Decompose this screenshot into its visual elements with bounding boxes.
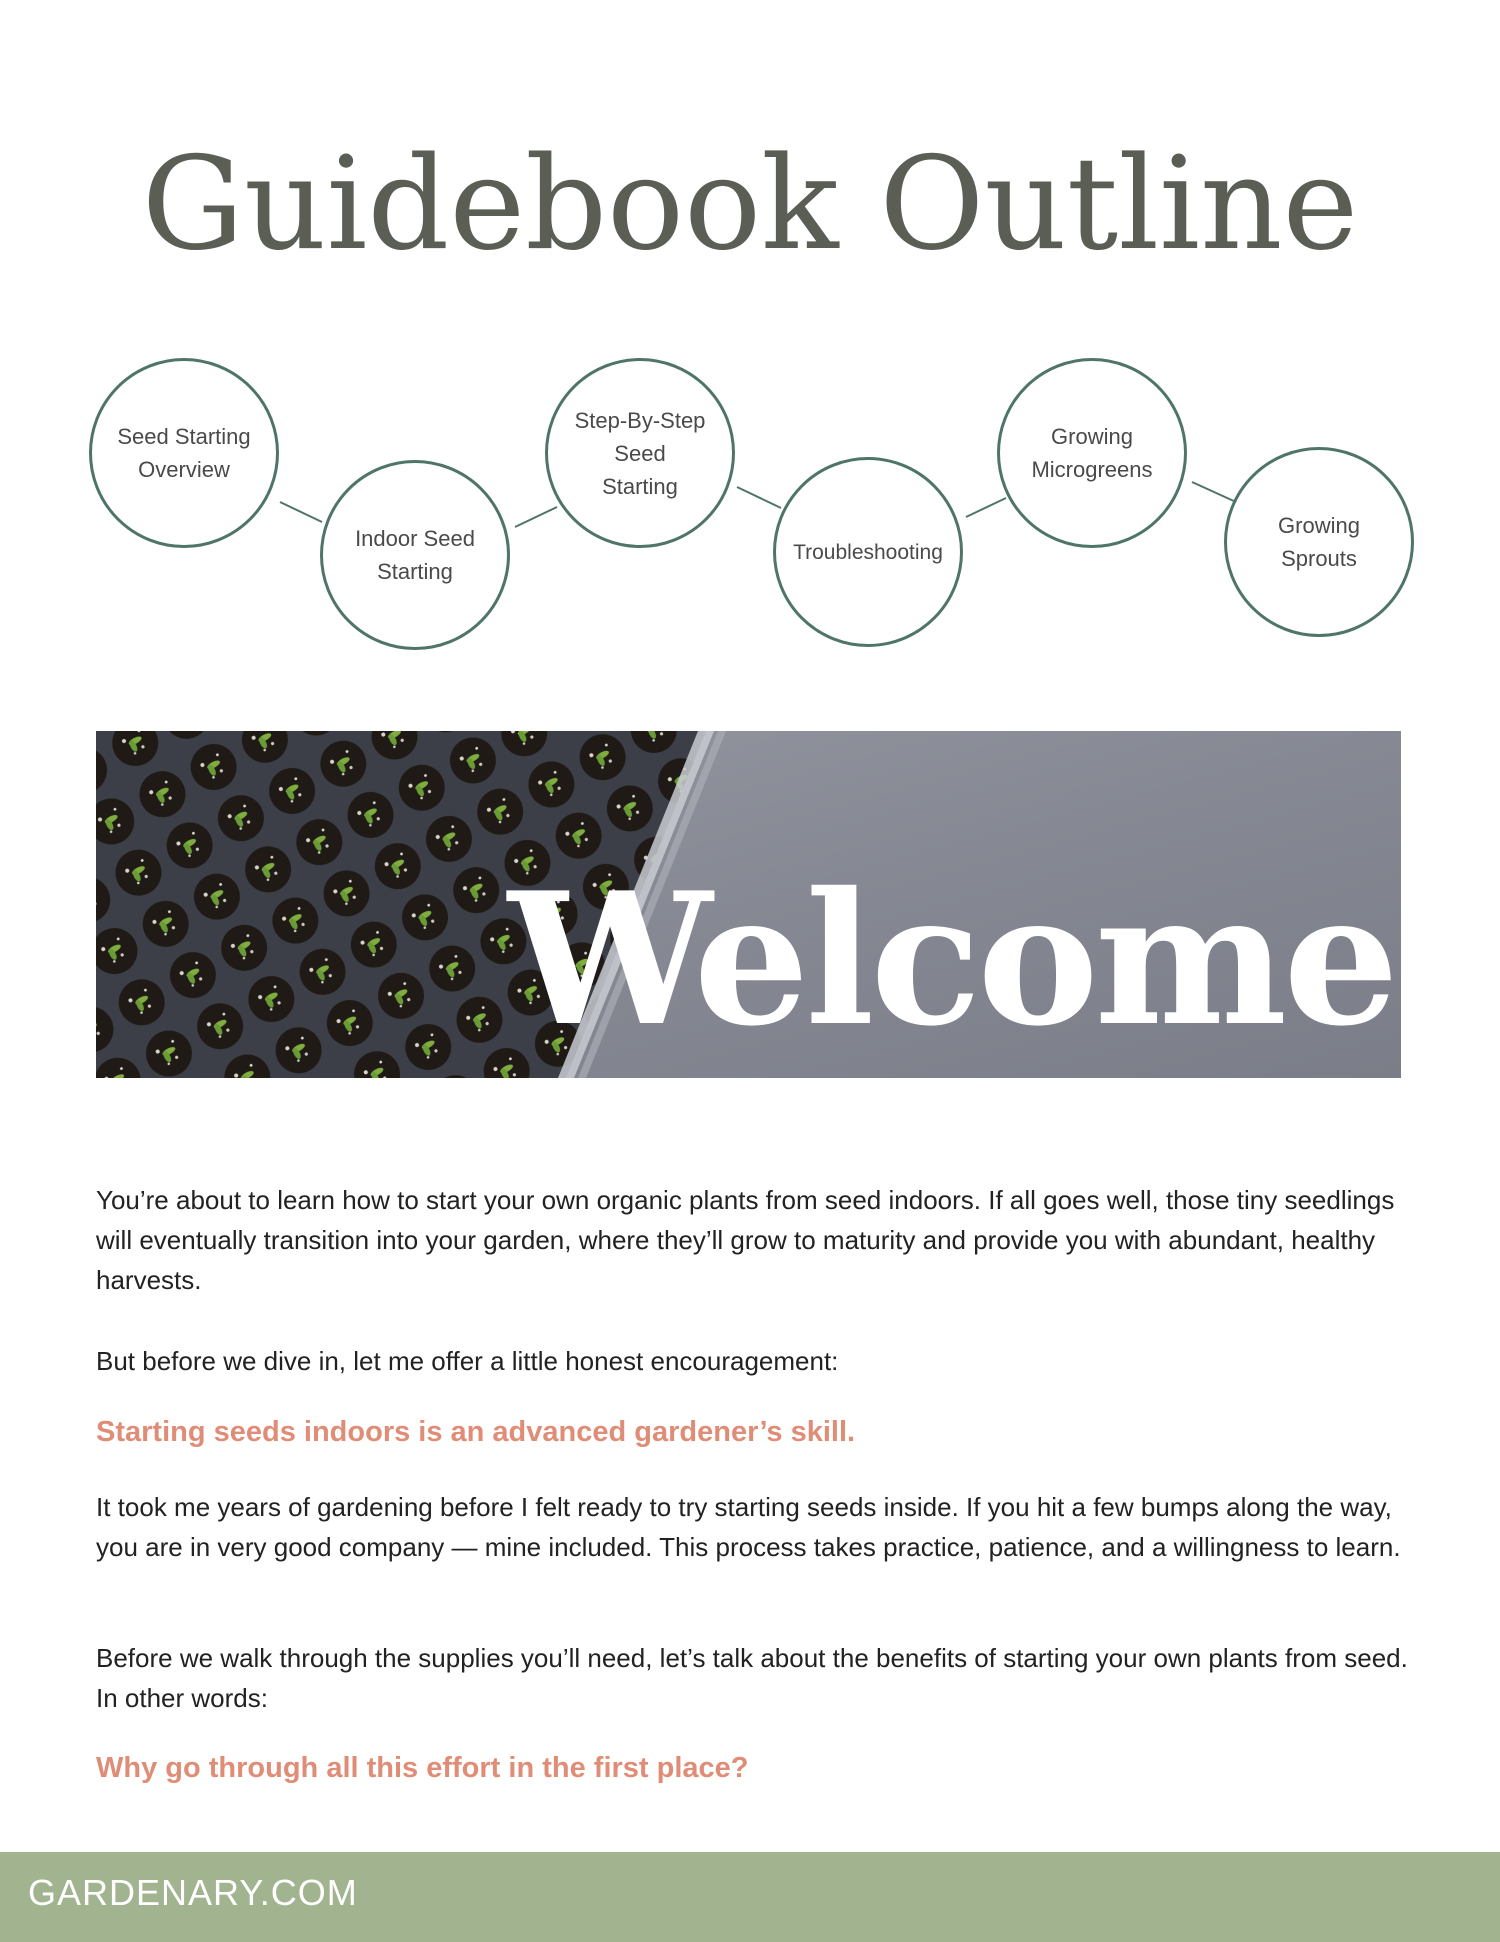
connector-line bbox=[737, 487, 781, 508]
outline-step-label: Indoor Seed Starting bbox=[355, 526, 475, 584]
outline-step-label: Step-By-Step Seed Starting bbox=[574, 407, 706, 499]
outline-step-seed-starting-overview bbox=[89, 358, 279, 548]
outline-step-step-by-step bbox=[545, 358, 735, 548]
highlight-heading-why: Why go through all this effort in the first place? bbox=[96, 1752, 749, 1784]
outline-step-label: Growing Sprouts bbox=[1278, 513, 1360, 571]
banner-welcome-word: Welcome bbox=[507, 852, 1395, 1066]
benefits-paragraph: Before we walk through the supplies you’ll need, let’s talk about the benefits of starting your own plants from seed. In other words: bbox=[96, 1643, 1408, 1713]
outline-step-growing-microgreens bbox=[997, 358, 1187, 548]
connector-line bbox=[280, 502, 322, 522]
outline-step-troubleshooting bbox=[773, 457, 963, 647]
encouragement-paragraph: But before we dive in, let me offer a little honest encouragement: bbox=[96, 1346, 839, 1376]
outline-step-indoor-seed-starting bbox=[320, 460, 510, 650]
outline-step-growing-sprouts bbox=[1224, 447, 1414, 637]
footer-bar bbox=[0, 1852, 1500, 1942]
outline-step-label: Growing Microgreens bbox=[1031, 424, 1153, 482]
outline-step-label: Seed Starting Overview bbox=[117, 424, 251, 482]
page-title: Guidebook Outline bbox=[141, 130, 1359, 279]
intro-paragraph: You’re about to learn how to start your own organic plants from seed indoors. If all goes well, those tiny seedlings will eventually transition into your garden, where they’ll grow to maturity and provide you with abundant, healthy harvests. bbox=[96, 1185, 1395, 1295]
footer-site-name[interactable]: GARDENARY.COM bbox=[28, 1872, 358, 1913]
connector-line bbox=[966, 498, 1006, 517]
connector-line bbox=[515, 507, 557, 527]
outline-step-label: Troubleshooting bbox=[793, 540, 943, 564]
connector-line bbox=[1192, 482, 1236, 502]
highlight-heading-advanced-skill: Starting seeds indoors is an advanced gardener’s skill. bbox=[96, 1416, 856, 1448]
welcome-banner bbox=[96, 731, 1401, 1078]
outline-diagram bbox=[0, 0, 1500, 700]
experience-paragraph: It took me years of gardening before I felt ready to try starting seeds inside. If you hit a few bumps along the way, you are in very good company — mine included. This process takes practice, patience, and a willingness to learn. bbox=[96, 1492, 1401, 1562]
